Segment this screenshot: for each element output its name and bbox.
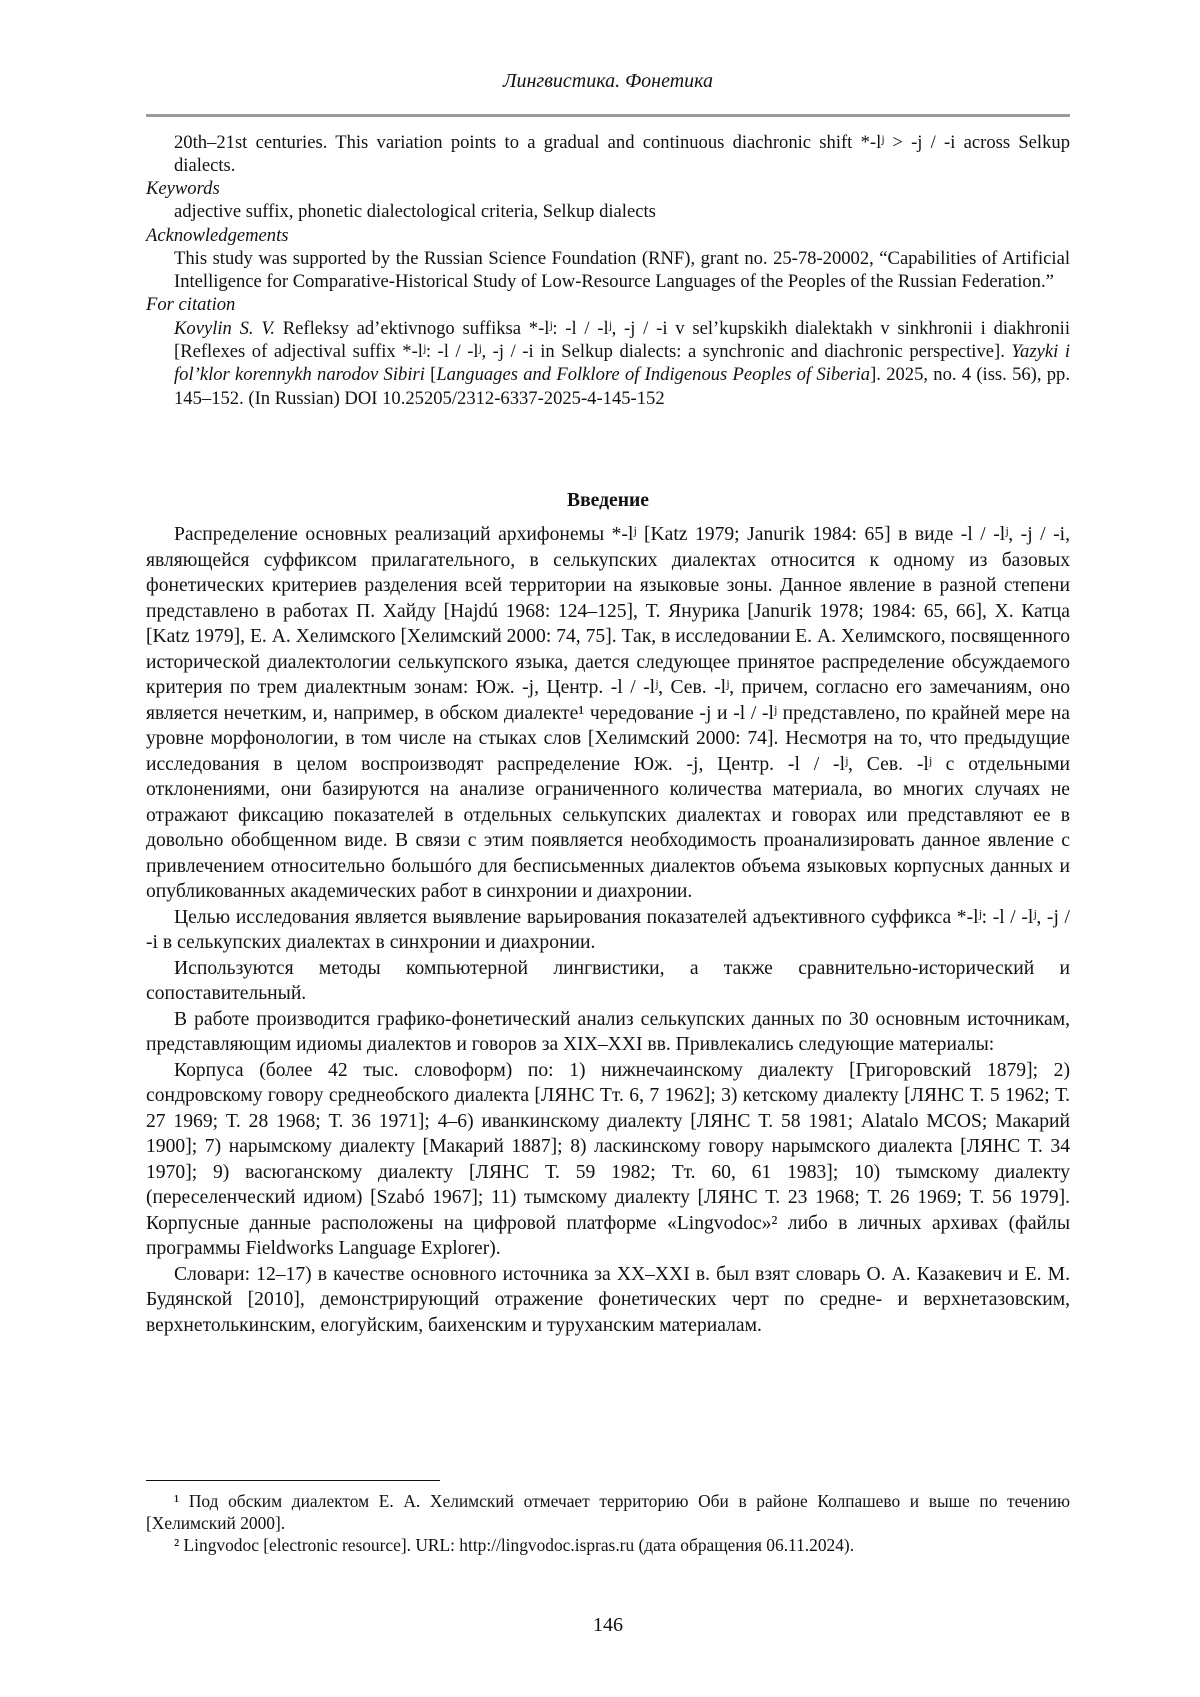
keywords-text: adjective suffix, phonetic dialectological criteria, Selkup dialects (174, 201, 656, 223)
footnote-2: ² Lingvodoc [electronic resource]. URL: http://lingvodoc.ispras.ru (дата обращения 06.11.2024). (174, 1535, 855, 1555)
section-heading: Введение (567, 490, 649, 511)
footnote-divider (146, 1480, 440, 1481)
footnote-1: ¹ Под обским диалектом Е. А. Хелимский отмечает территорию Оби в районе Колпашево и выше по течению [Хелимский 2000]. (146, 1491, 1070, 1533)
footnotes (146, 1490, 1070, 1556)
paragraph-2: Целью исследования является выявление варьирования показателей адъективного суффикса *-lʲ: -l / -lʲ, -j / -i в селькупских диалектах в синхронии и диахронии. (146, 906, 1070, 953)
abstract-end-text (174, 132, 1070, 176)
paragraph-4: В работе производится графико-фонетический анализ селькупских данных по 30 основным источникам, представляющим идиомы диалектов и говоров за XIX–XXI вв. Привлекались следующие материалы: (146, 1008, 1070, 1055)
paragraph-3: Используются методы компьютерной лингвистики, а также сравнительно-исторический и сопоставительный. (146, 957, 1070, 1004)
citation-journal: Yazyki i fol’klor korennykh narodov Sibiri (174, 341, 1070, 386)
acknowledgements-text: This study was supported by the Russian Science Foundation (RNF), grant no. 25-78-20002, “Capabilities of Artificial Intelligence for Comparative-Historical Study of Low-Resource Languages of the Peoples of the Russian Federation.” (174, 247, 1070, 293)
citation-title: Refleksy ad’ektivnogo suffiksa *-lʲ: -l / -lʲ, -j / -i v sel’kupskikh dialektakh v sinkhronii i diakhronii [Reflexes of adjectival suffix *-lʲ: -l / -lʲ, -j / -i in Selkup dialects: a synchronic and diachronic perspective]. (174, 317, 1070, 363)
acknowledgements-label: Acknowledgements (146, 224, 289, 246)
citation-author: Kovylin S. V. (174, 317, 275, 339)
introduction-body (146, 522, 1070, 1338)
abstract-end-bound: 20th–21st centuries. This variation points to a gradual and continuous diachronic shift *-lʲ > -j / -i across Selkup dialects. (174, 132, 1070, 177)
page-number: 146 (593, 1614, 623, 1636)
keywords-label: Keywords (146, 178, 220, 199)
running-title: Лингвистика. Фонетика (502, 70, 714, 92)
citation-journal-translation: Languages and Folklore of Indigenous Peoples of Siberia (436, 364, 871, 386)
citation-label: For citation (146, 294, 236, 316)
abstract-end (146, 131, 1070, 177)
paragraph-1: Распределение основных реализаций архифонемы *-lʲ [Katz 1979; Janurik 1984: 65] в виде -l / -lʲ, -j / -i, являющейся суффиксом прилагательного, в селькупских диалектах относится к одному из базовых фонетических критериев разделения всей территории на языковые зоны. Данное явление в разной степени представлено в работах П. Хайду [Hajdú 1968: 124–125], Т. Янурика [Janurik 1978; 1984: 65, 66], Х. Катца [Katz 1979], Е. А. Хелимского [Хелимский 2000: 74, 75]. Так, в исследовании Е. А. Хелимского, посвященного исторической диалектологии селькупского языка, дается следующее принятое распределение обсуждаемого критерия по трем диалектным зонам: Юж. -j, Центр. -l / -lʲ, Сев. -lʲ, причем, согласно его замечаниям, оно является нечетким, и, например, в обском диалекте¹ чередование -j и -l / -lʲ представлено, по крайней мере на уровне морфонологии, в том числе на стыках слов [Хелимский 2000: 74]. Несмотря на то, что предыдущие исследования в целом воспроизводят распределение Юж. -j, Центр. -l / -lʲ, Сев. -lʲ с отдельными отклонениями, они базируются на анализе ограниченного количества материала, во многих случаях не отражают фиксацию показателей в отдельных селькупских диалектах и говорах или представляют ее в довольно обобщенном виде. В связи с этим появляется необходимость проанализировать данное явление с привлечением относительно большóго для бесписьменных диалектов объема языковых корпусных данных и опубликованных академических работ в синхронии и диахронии. (146, 524, 1070, 902)
citation-text: Kovylin S. V. Refleksy ad’ektivnogo suffiksa *-lʲ: -l / -lʲ, -j / -i v sel’kupskikh dialektakh v sinkhronii i diakhronii [Reflexes of adjectival suffix *-lʲ: -l / -lʲ, -j / -i in Selkup dialects: a synchronic and diachronic perspective]. Yazyki i fol’klor korennykh narodov Sibiri [Languages and Folklore of Indigenous Peoples of Siberia]. 2025, no. 4 (iss. 56), pp. 145–152. (In Russian) DOI 10.25205/2312-6337-2025-4-145-152 (174, 317, 1071, 409)
citation-details: 2025, no. 4 (iss. 56), pp. 145–152. (In Russian) DOI 10.25205/2312-6337-2025-4-145-152 (174, 364, 1071, 409)
abstract-metadata (146, 131, 1070, 410)
header-divider (146, 114, 1070, 117)
paragraph-5: Корпуса (более 42 тыс. словоформ) по: 1) нижнечаинскому диалекту [Григоровский 1879]; 2) сондровскому говору среднеобского диалекта [ЛЯНС Тт. 6, 7 1962]; 3) кетскому диалекту [ЛЯНС Т. 5 1962; Т. 27 1969; Т. 28 1968; Т. 36 1971]; 4–6) иванкинскому диалекту [ЛЯНС Т. 58 1981; Alatalo MCOS; Макарий 1900]; 7) нарымскому диалекту [Макарий 1887]; 8) ласкинскому говору нарымского диалекта [ЛЯНС Т. 34 1970]; 9) васюганскому диалекту [ЛЯНС Т. 59 1982; Тт. 60, 61 1983]; 10) тымскому диалекту (переселенческий идиом) [Szabó 1967]; 11) тымскому диалекту [ЛЯНС Т. 23 1968; Т. 26 1969; Т. 56 1979]. Корпусные данные расположены на цифровой платформе «Lingvodoc»² либо в личных архивах (файлы программы Fieldworks Language Explorer). (146, 1059, 1070, 1259)
paragraph-6: Словари: 12–17) в качестве основного источника за XX–XXI в. был взят словарь О. А. Казакевич и Е. М. Будянской [2010], демонстрирующий отражение фонетических черт по средне- и верхнетазовским, верхнетолькинским, елогуйским, баихенским и туруханским материалам. (146, 1263, 1070, 1336)
